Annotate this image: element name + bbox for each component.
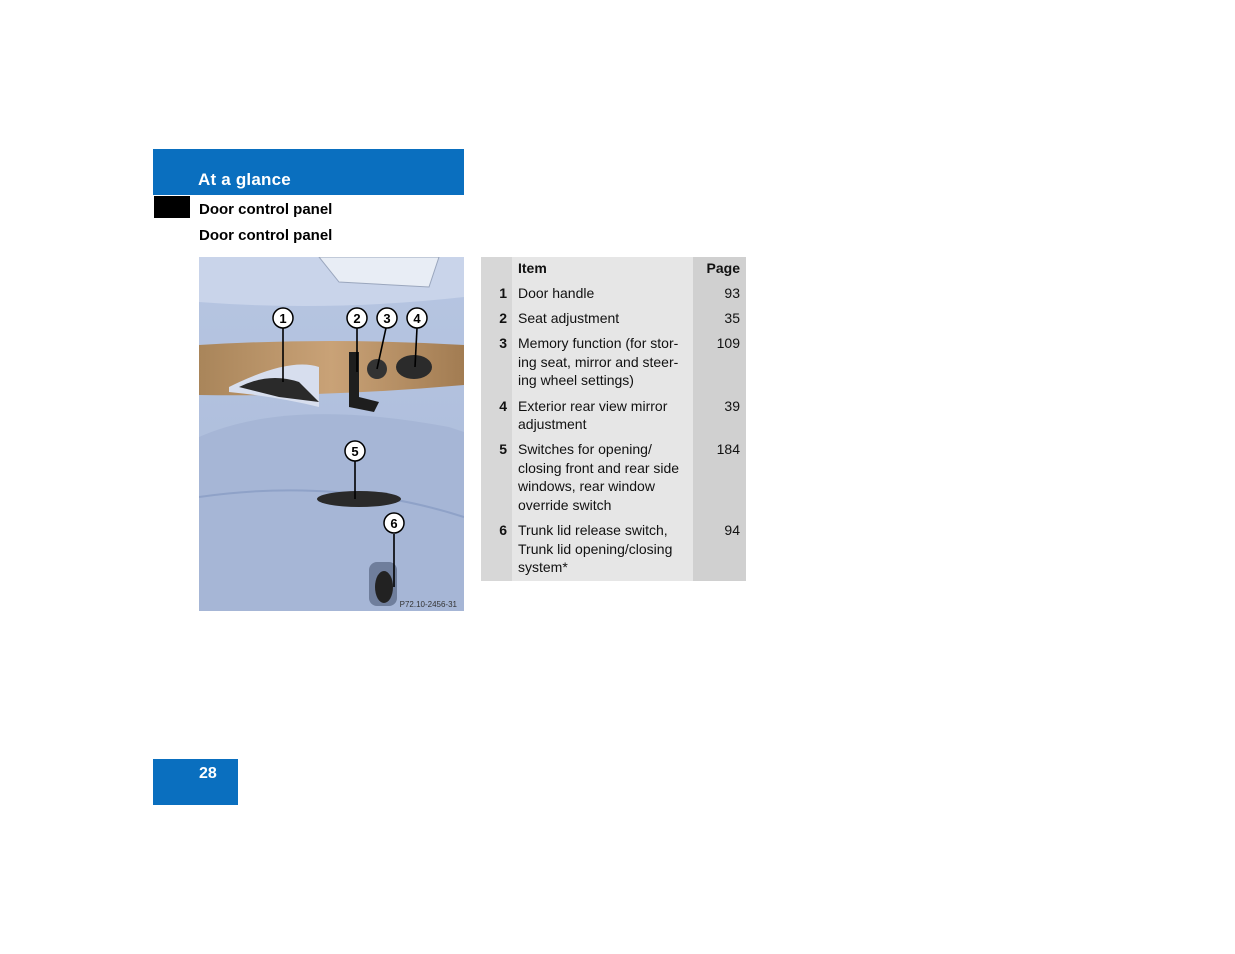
row-description-line: ing wheel settings) [518, 372, 634, 389]
row-description-line: Exterior rear view mirror [518, 397, 668, 414]
row-page: 184 [716, 441, 740, 458]
svg-text:3: 3 [383, 311, 391, 326]
row-description-line: windows, rear window [518, 478, 655, 495]
page-number-box [153, 759, 238, 805]
row-description-line: Memory function (for stor- [518, 335, 679, 352]
row-description-line: override switch [518, 497, 612, 513]
row-description-line: Trunk lid opening/closing [518, 540, 673, 557]
row-number: 1 [499, 285, 507, 301]
row-description-line: system* [518, 559, 568, 576]
callout-3 [377, 308, 397, 328]
section-title: At a glance [198, 170, 291, 189]
image-code: P72.10-2456-31 [399, 600, 457, 609]
row-description-line: closing front and rear side [518, 459, 680, 476]
callout-2 [347, 308, 367, 328]
svg-text:5: 5 [351, 444, 359, 459]
row-description-line: adjustment [518, 416, 587, 433]
table-header-item: Item [518, 260, 547, 276]
table-header-page: Page [706, 260, 740, 276]
running-head: Door control panel [199, 201, 333, 218]
page-number: 28 [199, 765, 217, 782]
section-marker-tab [154, 196, 190, 218]
svg-text:2: 2 [353, 311, 361, 326]
row-page: 93 [724, 285, 740, 301]
row-description-line: Door handle [518, 285, 595, 301]
door-panel-illustration [199, 257, 464, 611]
callout-4 [407, 308, 427, 328]
row-number: 3 [499, 335, 507, 352]
row-number: 2 [499, 310, 507, 327]
svg-text:4: 4 [413, 311, 421, 326]
row-page: 109 [716, 335, 740, 352]
callout-5 [345, 441, 365, 461]
row-description-line: ing seat, mirror and steer- [518, 353, 679, 370]
section-header-bar [153, 149, 464, 195]
row-number: 4 [499, 397, 507, 414]
row-page: 35 [724, 310, 740, 327]
row-number: 5 [499, 441, 507, 458]
row-description-line: Switches for opening/ [518, 441, 652, 458]
row-page: 39 [724, 397, 740, 414]
callout-1 [273, 308, 293, 328]
row-description-line: Seat adjustment [518, 310, 620, 327]
svg-text:1: 1 [279, 311, 287, 326]
section-heading: Door control panel [199, 227, 333, 244]
door-panel-photo [199, 257, 464, 611]
item-page-table [481, 257, 746, 581]
callout-6 [384, 513, 404, 533]
svg-text:6: 6 [390, 516, 398, 531]
row-page: 94 [724, 522, 740, 539]
row-description-line: Trunk lid release switch, [518, 522, 668, 539]
row-number: 6 [499, 522, 507, 539]
